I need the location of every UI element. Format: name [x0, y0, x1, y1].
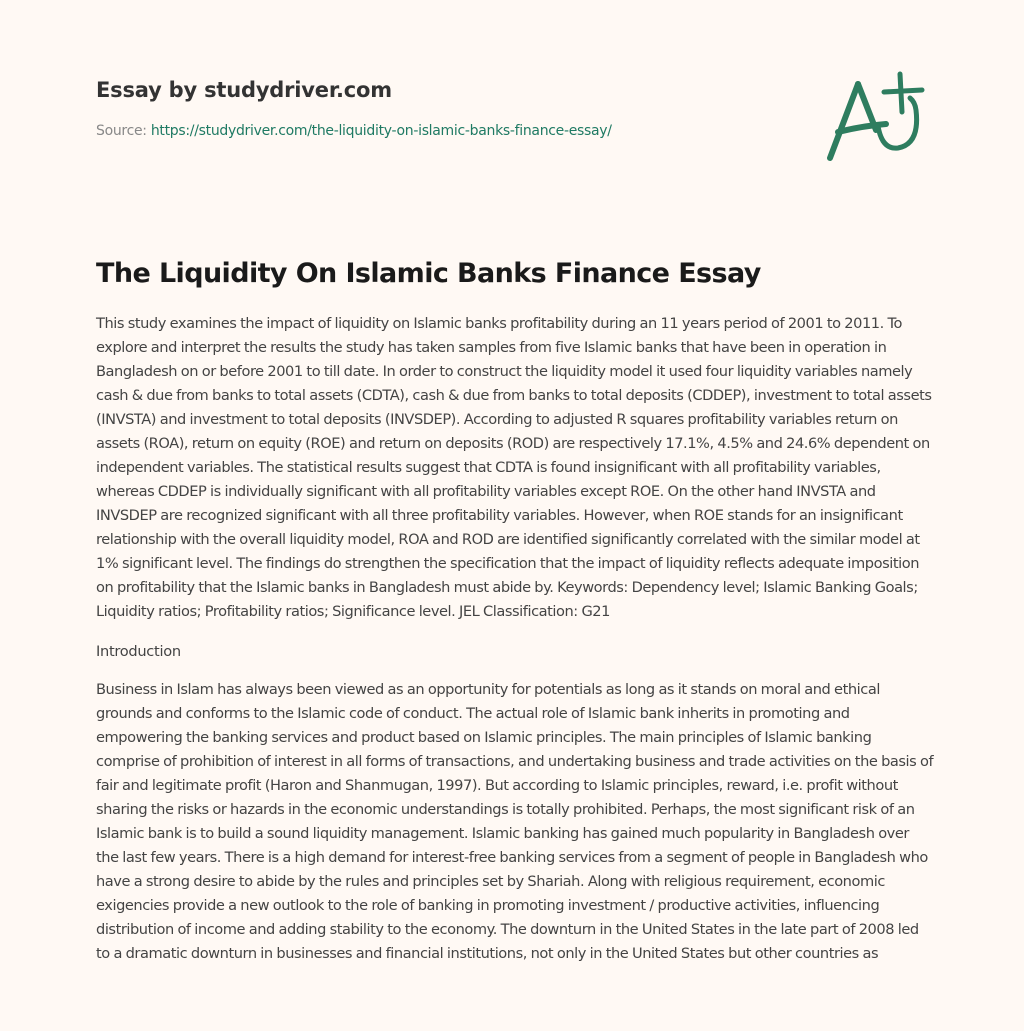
site-title: Essay by studydriver.com — [96, 78, 392, 102]
essay-title: The Liquidity On Islamic Banks Finance Essay — [96, 258, 761, 289]
introduction-paragraph: Business in Islam has always been viewed as an opportunity for potentials as long as it stands on moral and ethical grounds and conforms to the Islamic code of conduct. The actual role of Islamic bank inherits in promoting and empowering the banking services and product based on Islamic principles. The main principles of Islamic banking comprise of prohibition of interest in all forms of transactions, and undertaking business and trade activities on the basis of fair and legitimate profit (Haron and Shanmugan, 1997). But according to Islamic principles, reward, i.e. profit without sharing the risks or hazards in the economic understandings is totally prohibited. Perhaps, the most significant risk of an Islamic bank is to build a sound liquidity management. Islamic banking has gained much popularity in Bangladesh over the last few years. There is a high demand for interest-free banking services from a segment of people in Bangladesh who have a strong desire to abide by the rules and principles set by Shariah. Along with religious requirement, economic exigencies provide a new outlook to the role of banking in promoting investment / productive activities, influencing distribution of income and adding stability to the economy. The downturn in the United States in the late part of 2008 led to a dramatic downturn in businesses and financial institutions, not only in the United States but other countries as — [96, 681, 934, 962]
abstract-paragraph: This study examines the impact of liquidity on Islamic banks profitability during an 11 years period of 2001 to 2011. To explore and interpret the results the study has taken samples from five Islamic banks that have been in operation in Bangladesh on or before 2001 to till date. In order to construct the liquidity model it used four liquidity variables namely cash & due from banks to total assets (CDTA), cash & due from banks to total deposits (CDDEP), investment to total assets (INVSTA) and investment to total deposits (INVSDEP). According to adjusted R squares profitability variables return on assets (ROA), return on equity (ROE) and return on deposits (ROD) are respectively 17.1%, 4.5% and 24.6% dependent on independent variables. The statistical results suggest that CDTA is found insignificant with all profitability variables, whereas CDDEP is individually significant with all profitability variables except ROE. On the other hand INVSTA and INVSDEP are recognized significant with all three profitability variables. However, when ROE stands for an insignificant relationship with the overall liquidity model, ROA and ROD are identified significantly correlated with the similar model at 1% significant level. The findings do strengthen the specification that the impact of liquidity reflects adequate imposition on profitability that the Islamic banks in Bangladesh must abide by. Keywords: Dependency level; Islamic Banking Goals; Liquidity ratios; Profitability ratios; Significance level. JEL Classification: G21 — [96, 315, 932, 620]
source-line — [96, 122, 796, 140]
source-link[interactable]: https://studydriver.com/the-liquidity-on-islamic-banks-finance-essay/ — [150, 123, 612, 139]
source-label: Source: — [96, 123, 151, 139]
a-plus-grade-icon — [818, 66, 930, 166]
introduction-heading: Introduction — [96, 643, 181, 660]
page-header — [96, 76, 796, 140]
essay-content — [96, 254, 934, 966]
